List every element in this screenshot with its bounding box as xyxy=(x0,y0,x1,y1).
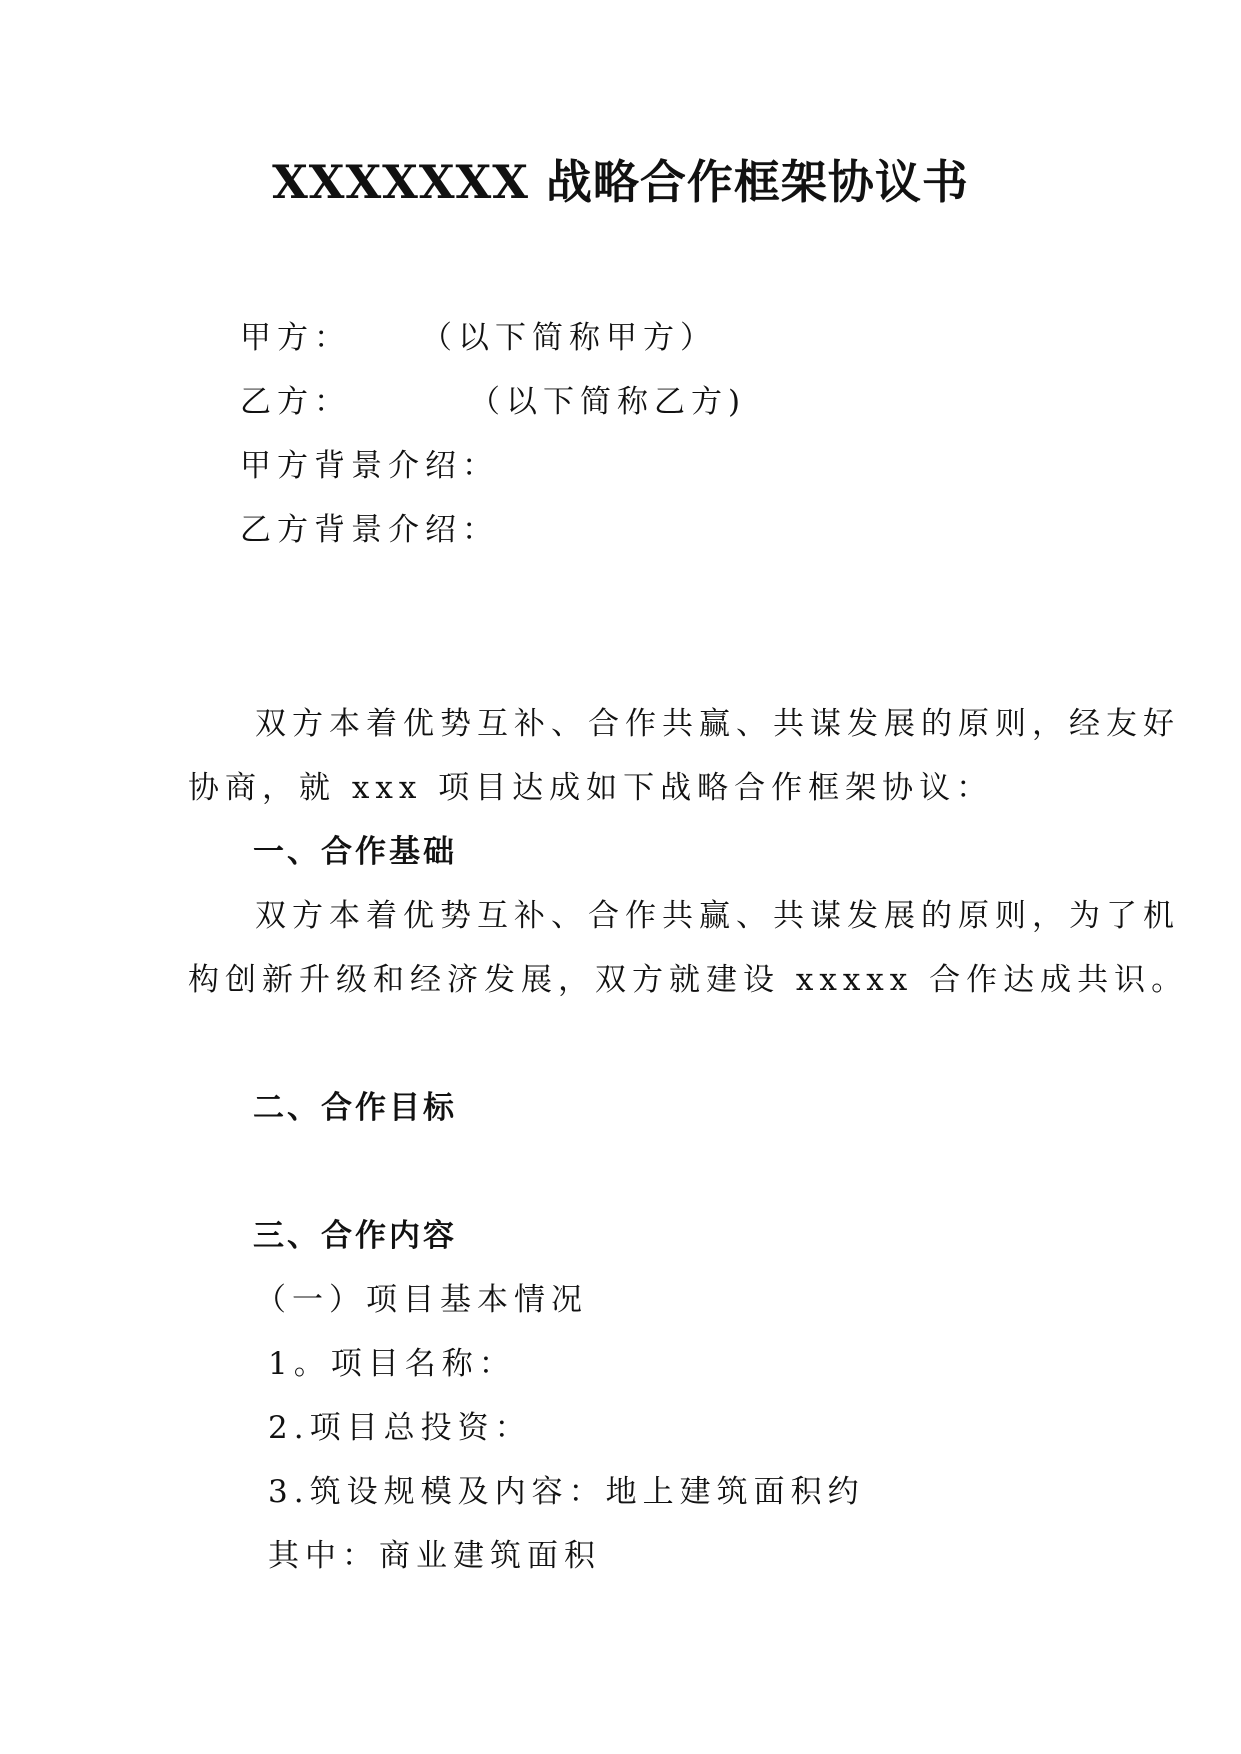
section-1-line-2: 构创新升级和经济发展，双方就建设 xxxxx 合作达成共识。 xyxy=(188,962,1189,998)
party-a-label: 甲方： xyxy=(240,320,351,356)
section-1-heading: 一、合作基础 xyxy=(253,834,457,870)
party-b-line xyxy=(240,382,746,422)
party-b-background: 乙方背景介绍： xyxy=(240,512,499,548)
party-b-label: 乙方： xyxy=(240,384,351,420)
party-a-background: 甲方背景介绍： xyxy=(240,448,499,484)
document-title: XXXXXXX 战略合作框架协议书 xyxy=(272,155,969,209)
section-2-heading: 二、合作目标 xyxy=(253,1090,457,1126)
party-a-note: （以下简称甲方） xyxy=(421,320,717,356)
subsection-1: （一）项目基本情况 xyxy=(255,1282,588,1318)
item-project-name: 1。项目名称： xyxy=(268,1346,516,1382)
item-building-scale: 3.筑设规模及内容：地上建筑面积约 xyxy=(268,1474,865,1510)
intro-line-2: 协商，就 xxx 项目达成如下战略合作框架协议： xyxy=(188,770,994,806)
party-b-note: （以下简称乙方) xyxy=(469,384,747,420)
section-1-line-1: 双方本着优势互补、合作共赢、共谋发展的原则，为了机 xyxy=(255,898,1180,934)
item-commercial-area: 其中：商业建筑面积 xyxy=(268,1538,601,1574)
intro-line-1: 双方本着优势互补、合作共赢、共谋发展的原则，经友好 xyxy=(255,706,1180,742)
item-total-investment: 2.项目总投资： xyxy=(268,1410,532,1446)
section-3-heading: 三、合作内容 xyxy=(253,1218,457,1254)
party-a-line xyxy=(240,318,717,358)
